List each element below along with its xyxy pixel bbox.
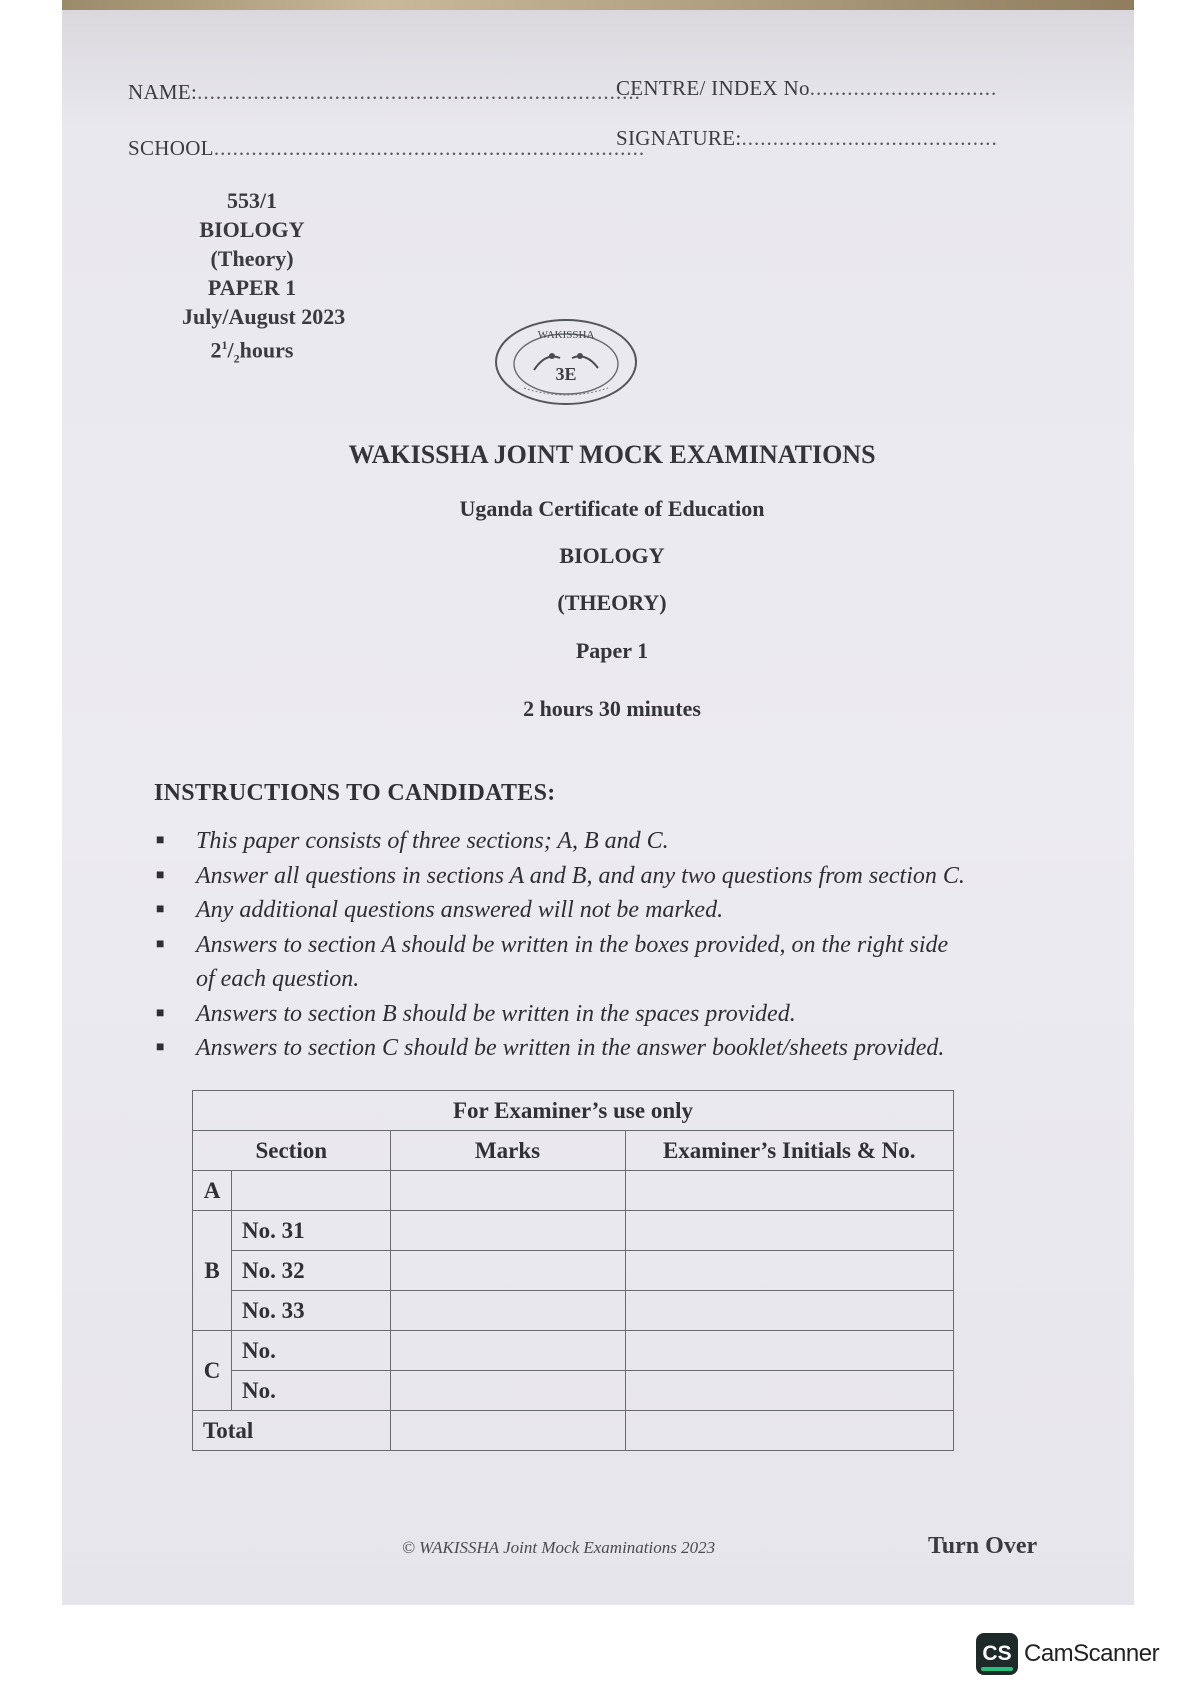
signature-dots: ......................................... <box>741 126 998 150</box>
total-initials-cell[interactable] <box>625 1411 954 1451</box>
column-marks: Marks <box>390 1131 625 1171</box>
table-row <box>193 1331 954 1371</box>
table-row <box>193 1291 954 1331</box>
table-row-total <box>193 1411 954 1451</box>
certificate-title: Uganda Certificate of Education <box>459 496 765 521</box>
duration-numerator: 1 <box>221 338 228 352</box>
wakissha-seal-icon <box>494 318 638 406</box>
marks-cell[interactable] <box>390 1171 625 1211</box>
instruction-item <box>154 893 1054 928</box>
initials-cell[interactable] <box>625 1291 954 1331</box>
name-field <box>128 80 641 105</box>
school-dots: ..................................................................... <box>213 136 646 160</box>
instruction-text: Any additional questions answered will not be marked. <box>196 897 724 923</box>
initials-cell[interactable] <box>625 1331 954 1371</box>
paper-subject: BIOLOGY <box>199 217 305 242</box>
duration-unit: hours <box>239 337 294 363</box>
table-row <box>193 1171 954 1211</box>
signature-field <box>616 126 998 151</box>
instruction-text: Answers to section A should be written in the boxes provided, on the right side <box>196 931 949 958</box>
marks-cell[interactable] <box>390 1211 625 1251</box>
exam-paper-sheet <box>62 0 1134 1605</box>
instruction-item <box>154 1031 1054 1066</box>
camscanner-name: CamScanner <box>1024 1640 1160 1667</box>
question-number: No. <box>232 1371 391 1411</box>
centre-index-dots: .............................. <box>809 76 998 100</box>
table-caption: For Examiner’s use only <box>193 1091 954 1131</box>
bullet-icon: ■ <box>156 833 165 848</box>
centre-index-field <box>616 76 997 101</box>
question-number: No. 33 <box>232 1291 391 1331</box>
initials-cell[interactable] <box>625 1371 954 1411</box>
camscanner-logo-icon: CS <box>976 1633 1018 1675</box>
exam-title: WAKISSHA JOINT MOCK EXAMINATIONS <box>348 440 876 469</box>
instruction-text: Answers to section C should be written in the answer booklet/sheets provided. <box>196 1035 945 1061</box>
initials-cell[interactable] <box>625 1251 954 1291</box>
marks-cell[interactable] <box>390 1371 625 1411</box>
marks-cell[interactable] <box>390 1251 625 1291</box>
theory-title: (THEORY) <box>557 590 667 615</box>
bullet-icon: ■ <box>156 1040 165 1055</box>
instruction-continuation: of each question. <box>196 966 360 992</box>
subject-title: BIOLOGY <box>559 543 665 568</box>
instruction-text: Answer all questions in sections A and B, and any two questions from section C. <box>196 862 965 889</box>
total-marks-cell[interactable] <box>390 1411 625 1451</box>
turn-over-label: Turn Over <box>928 1533 1038 1559</box>
marks-cell[interactable] <box>390 1331 625 1371</box>
paper-duration: $2^1/_2hours$ <box>210 337 294 366</box>
duration-denominator: 2 <box>233 351 240 366</box>
bullet-icon: ■ <box>156 1005 165 1021</box>
time-allowed: 2 hours 30 minutes <box>523 696 701 721</box>
initials-cell[interactable] <box>625 1171 954 1211</box>
examiners-table <box>192 1090 954 1451</box>
instruction-item <box>154 928 1054 997</box>
logo-mark: 3E <box>555 364 577 384</box>
instructions-list <box>154 824 1054 1066</box>
instruction-text: This paper consists of three sections; A, B and C. <box>196 828 669 854</box>
question-number: No. <box>232 1331 391 1371</box>
name-label: NAME: <box>128 80 198 104</box>
instruction-item <box>154 997 1054 1032</box>
initials-cell[interactable] <box>625 1211 954 1251</box>
paper-top-edge <box>62 0 1134 10</box>
bullet-icon: ■ <box>156 936 165 952</box>
table-row <box>193 1371 954 1411</box>
camscanner-watermark <box>976 1632 1159 1676</box>
instruction-text: Answers to section B should be written in the spaces provided. <box>196 1000 796 1027</box>
instructions-heading: INSTRUCTIONS TO CANDIDATES: <box>154 780 556 806</box>
table-row <box>193 1251 954 1291</box>
column-examiner-initials: Examiner’s Initials & No. <box>625 1131 954 1171</box>
school-label: SCHOOL <box>128 136 214 160</box>
marks-cell[interactable] <box>390 1291 625 1331</box>
centre-index-label: CENTRE/ INDEX No <box>616 76 810 100</box>
duration-whole: 2 <box>210 337 222 363</box>
section-c-label: C <box>193 1331 232 1411</box>
column-section: Section <box>193 1131 391 1171</box>
paper-type: (Theory) <box>210 246 294 271</box>
logo-text: WAKISSHA <box>537 329 595 341</box>
question-number: No. 32 <box>232 1251 391 1291</box>
question-number: No. 31 <box>232 1211 391 1251</box>
bullet-icon: ■ <box>156 867 165 883</box>
school-field <box>128 136 645 161</box>
copyright-footer: © WAKISSHA Joint Mock Examinations 2023 <box>402 1538 716 1557</box>
name-dots: ....................................................................... <box>197 80 641 104</box>
section-a-label: A <box>193 1171 232 1211</box>
section-a-item <box>232 1171 391 1211</box>
paper-code: 553/1 <box>226 188 278 213</box>
signature-label: SIGNATURE: <box>616 126 742 150</box>
total-label: Total <box>193 1411 391 1451</box>
bullet-icon: ■ <box>156 902 165 917</box>
paper-session: July/August 2023 <box>182 304 346 329</box>
paper-identification <box>182 186 346 374</box>
section-b-label: B <box>193 1211 232 1331</box>
paper-title: Paper 1 <box>575 638 649 663</box>
instruction-item <box>154 859 1054 894</box>
instruction-item <box>154 824 1054 859</box>
paper-number: PAPER 1 <box>207 275 297 300</box>
table-row <box>193 1211 954 1251</box>
